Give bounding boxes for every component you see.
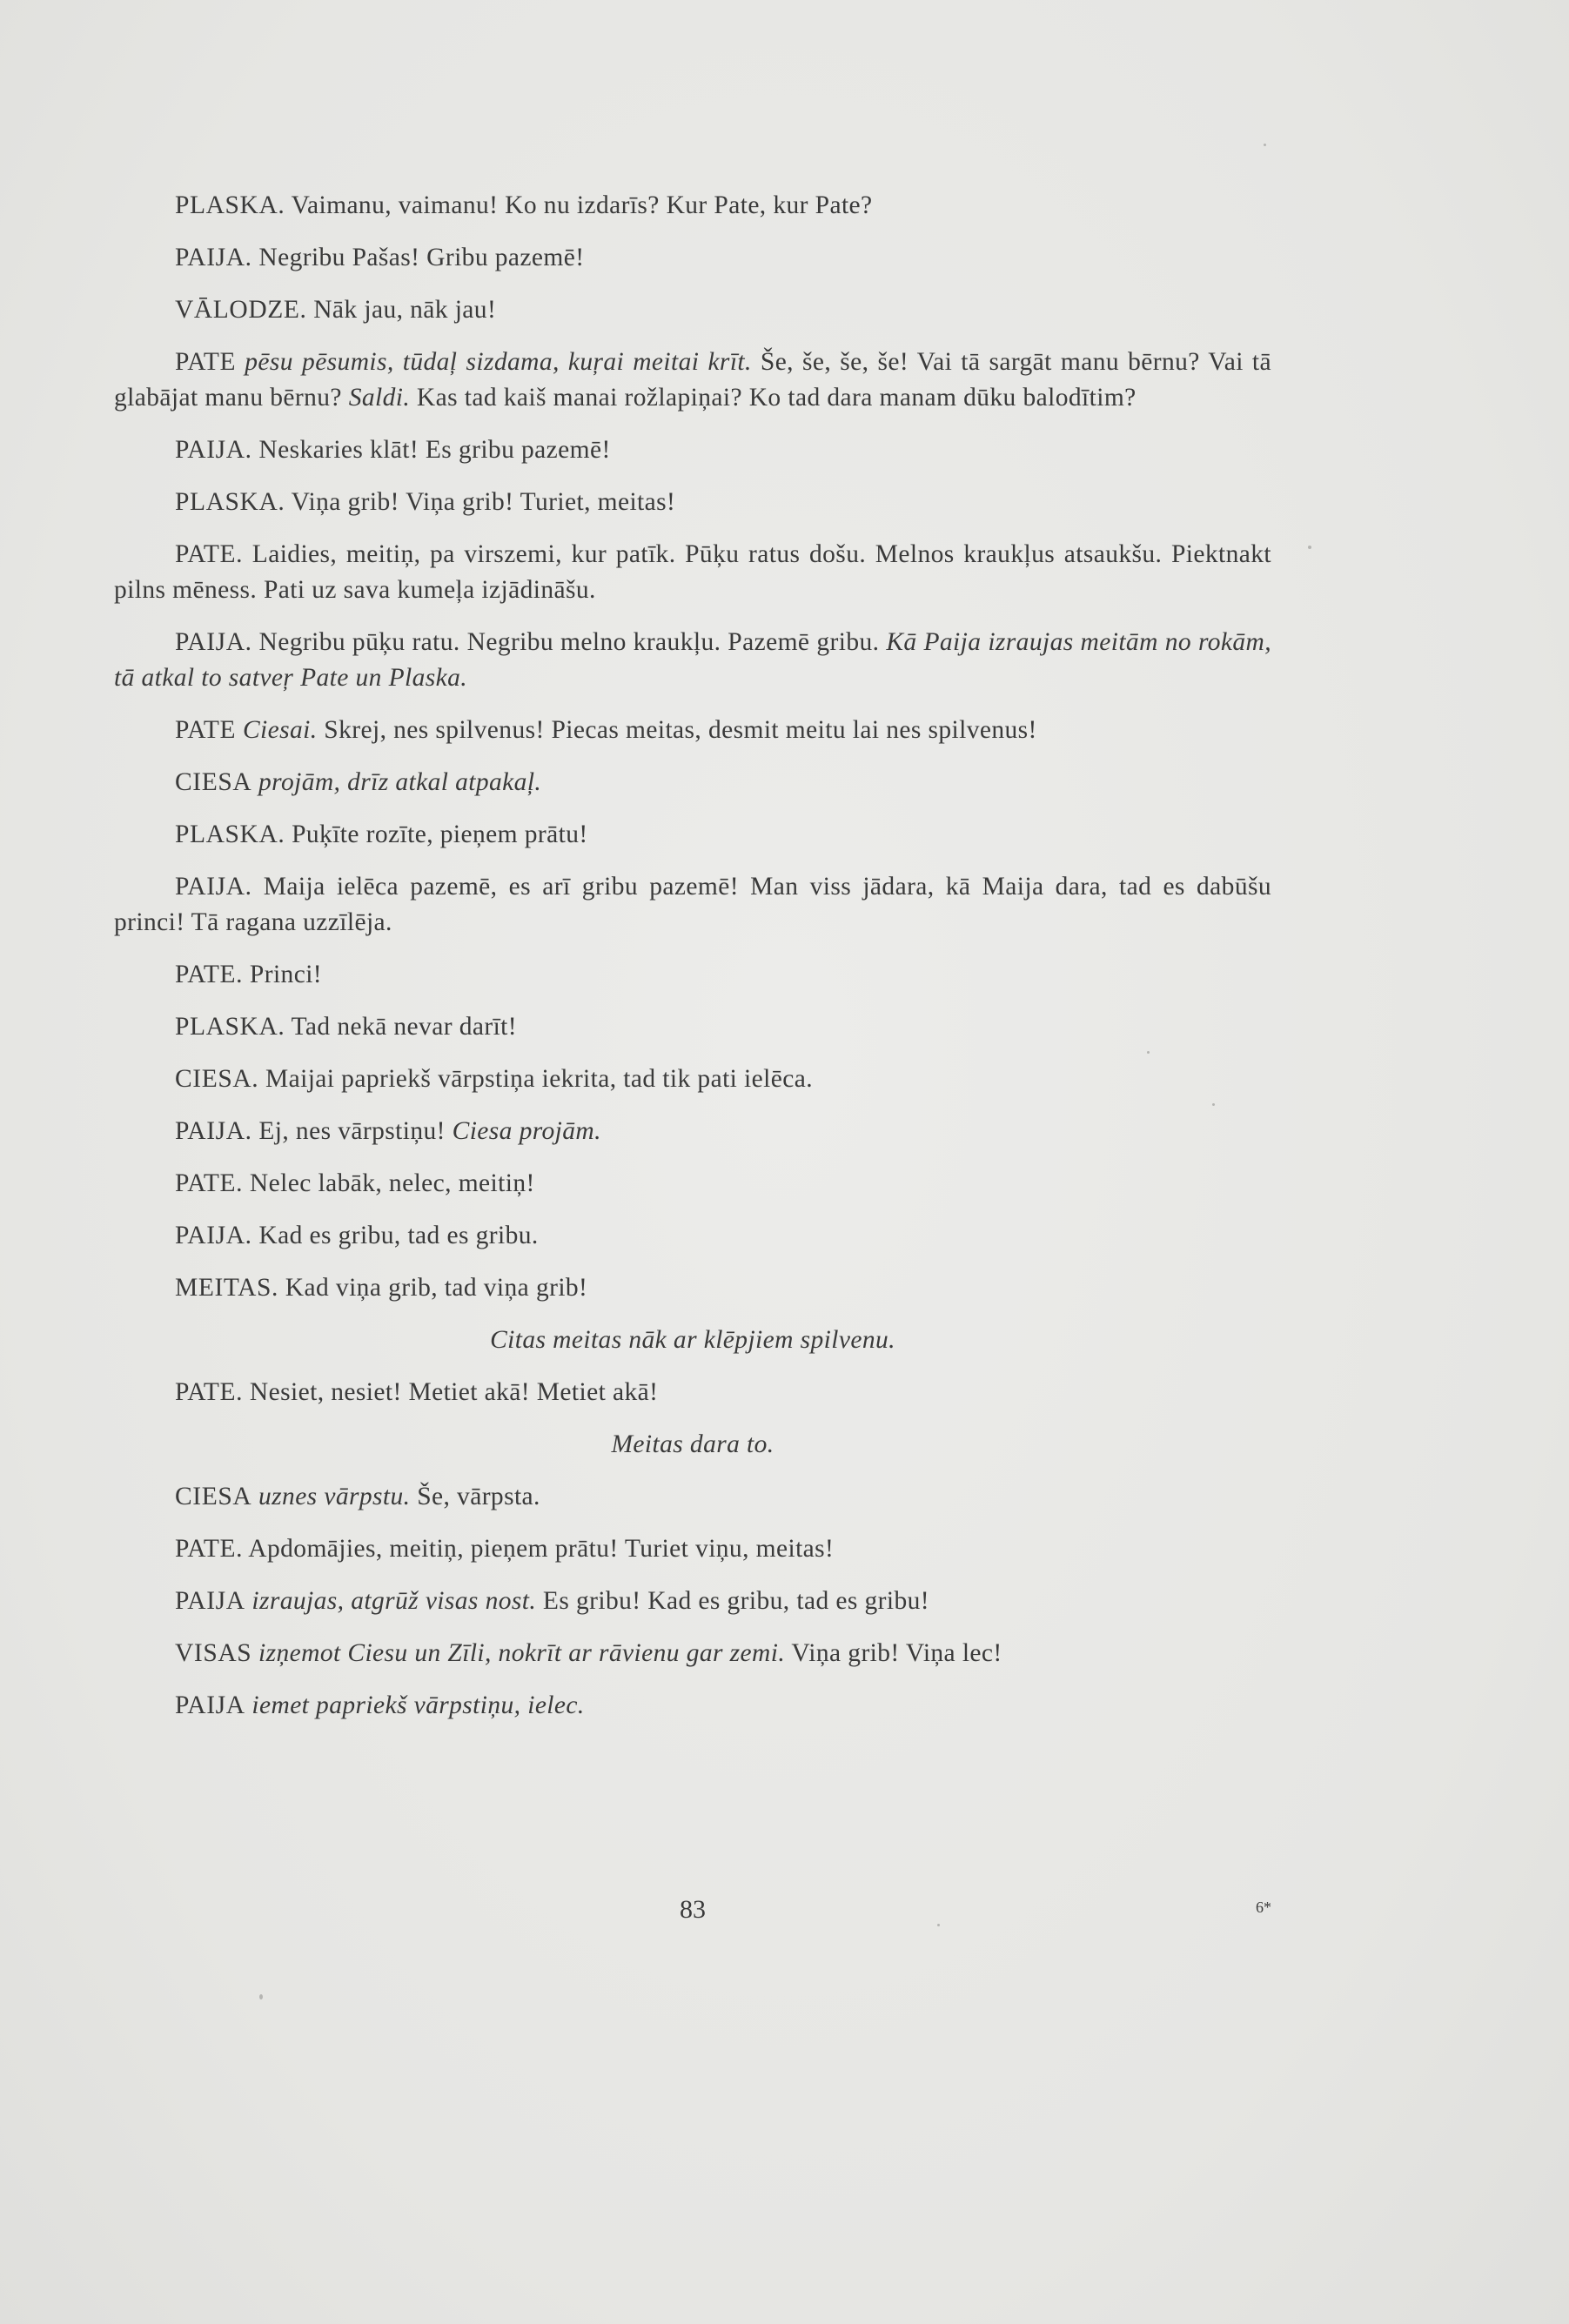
speaker-name: PAIJA.: [175, 1117, 252, 1145]
stage-direction: [114, 1323, 1271, 1358]
page-footer: [114, 1895, 1271, 1930]
speaker-name: PATE.: [175, 1535, 244, 1563]
dialogue-line: [114, 765, 1271, 800]
dialogue-line: [114, 188, 1271, 224]
dialogue-line: [114, 713, 1271, 748]
stage-direction-text: pēsu pēsumis, tūdaļ sizdama, kuŗai meitai krīt.: [236, 348, 752, 376]
dialogue-text: Nesiet, nesiet! Metiet akā! Metiet akā!: [243, 1378, 659, 1406]
dialogue-line: [114, 1009, 1271, 1045]
dialogue-text: Laidies, meitiņ, pa virszemi, kur patīk. Pūķu ratus došu. Melnos kraukļus atsaukšu. Piektnakt pilns mēness. Pati uz sava kumeļa izjādināšu.: [114, 540, 1271, 604]
speaker-name: VISAS: [175, 1639, 252, 1667]
dialogue-line: [114, 1062, 1271, 1097]
scan-speck: [937, 1924, 940, 1926]
scan-speck: [1147, 1051, 1150, 1054]
dialogue-line: [114, 1479, 1271, 1515]
stage-direction-text: izņemot Ciesu un Zīli, nokrīt ar rāvienu gar zemi.: [251, 1639, 786, 1667]
speaker-name: PLASKA.: [175, 820, 285, 848]
dialogue-line: [114, 625, 1271, 696]
dialogue-text: Kas tad kaiš manai rožlapiņai? Ko tad dara manam dūku balodītim?: [410, 384, 1137, 412]
scan-speck: [259, 1994, 263, 1999]
dialogue-text: Vaimanu, vaimanu! Ko nu izdarīs? Kur Pate, kur Pate?: [285, 191, 873, 219]
dialogue-text: Kad es gribu, tad es gribu.: [251, 1222, 539, 1249]
speaker-name: CIESA: [175, 1483, 252, 1510]
dialogue-line: [114, 1584, 1271, 1619]
speaker-name: CIESA: [175, 768, 252, 796]
dialogue-line: [114, 345, 1271, 416]
dialogue-line: [114, 1688, 1271, 1724]
dialogue-text: Še, vārpsta.: [410, 1483, 540, 1510]
dialogue-text: Skrej, nes spilvenus! Piecas meitas, desmit meitu lai nes spilvenus!: [317, 716, 1037, 744]
dialogue-line: [114, 869, 1271, 941]
play-text: [114, 188, 1271, 1740]
dialogue-line: [114, 485, 1271, 520]
dialogue-text: Viņa grib! Viņa grib! Turiet, meitas!: [285, 488, 676, 516]
dialogue-line: [114, 292, 1271, 328]
speaker-name: PAIJA.: [175, 873, 252, 901]
stage-direction-text: uznes vārpstu.: [251, 1483, 411, 1510]
dialogue-text: Puķīte rozīte, pieņem prātu!: [285, 820, 588, 848]
speaker-name: PAIJA.: [175, 244, 252, 271]
stage-direction-text: Meitas dara to.: [611, 1430, 774, 1458]
speaker-name: PATE: [175, 716, 237, 744]
dialogue-text: Ej, nes vārpstiņu!: [251, 1117, 453, 1145]
dialogue-text: Negribu pūķu ratu. Negribu melno kraukļu. Pazemē gribu.: [251, 628, 887, 656]
dialogue-line: [114, 537, 1271, 608]
dialogue-text: Nelec labāk, nelec, meitiņ!: [243, 1169, 535, 1197]
speaker-name: PLASKA.: [175, 1013, 285, 1041]
dialogue-line: [114, 1114, 1271, 1149]
speaker-name: PATE.: [175, 540, 244, 568]
stage-direction-text: izraujas, atgrūž visas nost.: [245, 1587, 537, 1615]
speaker-name: PATE: [175, 348, 237, 376]
dialogue-text: Princi!: [243, 961, 323, 988]
dialogue-text: Nāk jau, nāk jau!: [306, 296, 497, 324]
speaker-name: PLASKA.: [175, 488, 285, 516]
scan-speck: [1264, 144, 1266, 146]
speaker-name: PATE.: [175, 961, 244, 988]
dialogue-line: [114, 240, 1271, 276]
dialogue-text: Neskaries klāt! Es gribu pazemē!: [251, 436, 611, 464]
dialogue-line: [114, 817, 1271, 853]
stage-direction-text: iemet papriekš vārpstiņu, ielec.: [245, 1691, 585, 1719]
dialogue-line: [114, 432, 1271, 468]
speaker-name: PATE.: [175, 1378, 244, 1406]
scan-speck: [1212, 1103, 1215, 1106]
dialogue-text: Maija ielēca pazemē, es arī gribu pazemē! Man viss jādara, kā Maija dara, tad es dabūšu princi! Tā ragana uzzīlēja.: [114, 873, 1271, 936]
speaker-name: PAIJA.: [175, 628, 252, 656]
dialogue-text: Tad nekā nevar darīt!: [285, 1013, 517, 1041]
dialogue-line: [114, 1636, 1271, 1671]
speaker-name: PLASKA.: [175, 191, 285, 219]
speaker-name: MEITAS.: [175, 1274, 279, 1302]
dialogue-line: [114, 1218, 1271, 1254]
stage-direction-text: Ciesa projām.: [452, 1117, 601, 1145]
dialogue-line: [114, 1166, 1271, 1202]
speaker-name: PATE.: [175, 1169, 244, 1197]
speaker-name: PAIJA: [175, 1691, 245, 1719]
stage-direction-text: Kā Paija izraujas meitām no rokām, tā atkal to satveŗ Pate un Plaska.: [114, 628, 1271, 692]
stage-direction-text: Citas meitas nāk ar klēpjiem spilvenu.: [490, 1326, 895, 1354]
stage-direction-text: Ciesai.: [236, 716, 318, 744]
stage-direction: [114, 1427, 1271, 1463]
speaker-name: CIESA.: [175, 1065, 259, 1093]
dialogue-text: Negribu Pašas! Gribu pazemē!: [251, 244, 585, 271]
dialogue-line: [114, 957, 1271, 993]
stage-direction-text: projām, drīz atkal atpakaļ.: [251, 768, 542, 796]
signature-mark: 6*: [1256, 1899, 1271, 1916]
dialogue-text: Viņa grib! Viņa lec!: [785, 1639, 1002, 1667]
speaker-name: PAIJA.: [175, 1222, 252, 1249]
dialogue-line: [114, 1270, 1271, 1306]
stage-direction-text: Saldi.: [348, 384, 411, 412]
scan-speck: [1308, 546, 1311, 549]
dialogue-text: Še, še, še, še! Vai tā sargāt manu bērnu? Vai tā glabājat manu bērnu?: [114, 348, 1272, 412]
dialogue-line: [114, 1375, 1271, 1410]
dialogue-text: Maijai papriekš vārpstiņa iekrita, tad tik pati ielēca.: [258, 1065, 813, 1093]
dialogue-text: Kad viņa grib, tad viņa grib!: [278, 1274, 588, 1302]
dialogue-line: [114, 1531, 1271, 1567]
speaker-name: VĀLODZE.: [175, 296, 307, 324]
speaker-name: PAIJA.: [175, 436, 252, 464]
speaker-name: PAIJA: [175, 1587, 245, 1615]
dialogue-text: Apdomājies, meitiņ, pieņem prātu! Turiet viņu, meitas!: [243, 1535, 835, 1563]
dialogue-text: Es gribu! Kad es gribu, tad es gribu!: [536, 1587, 930, 1615]
page-number: 83: [680, 1895, 706, 1924]
